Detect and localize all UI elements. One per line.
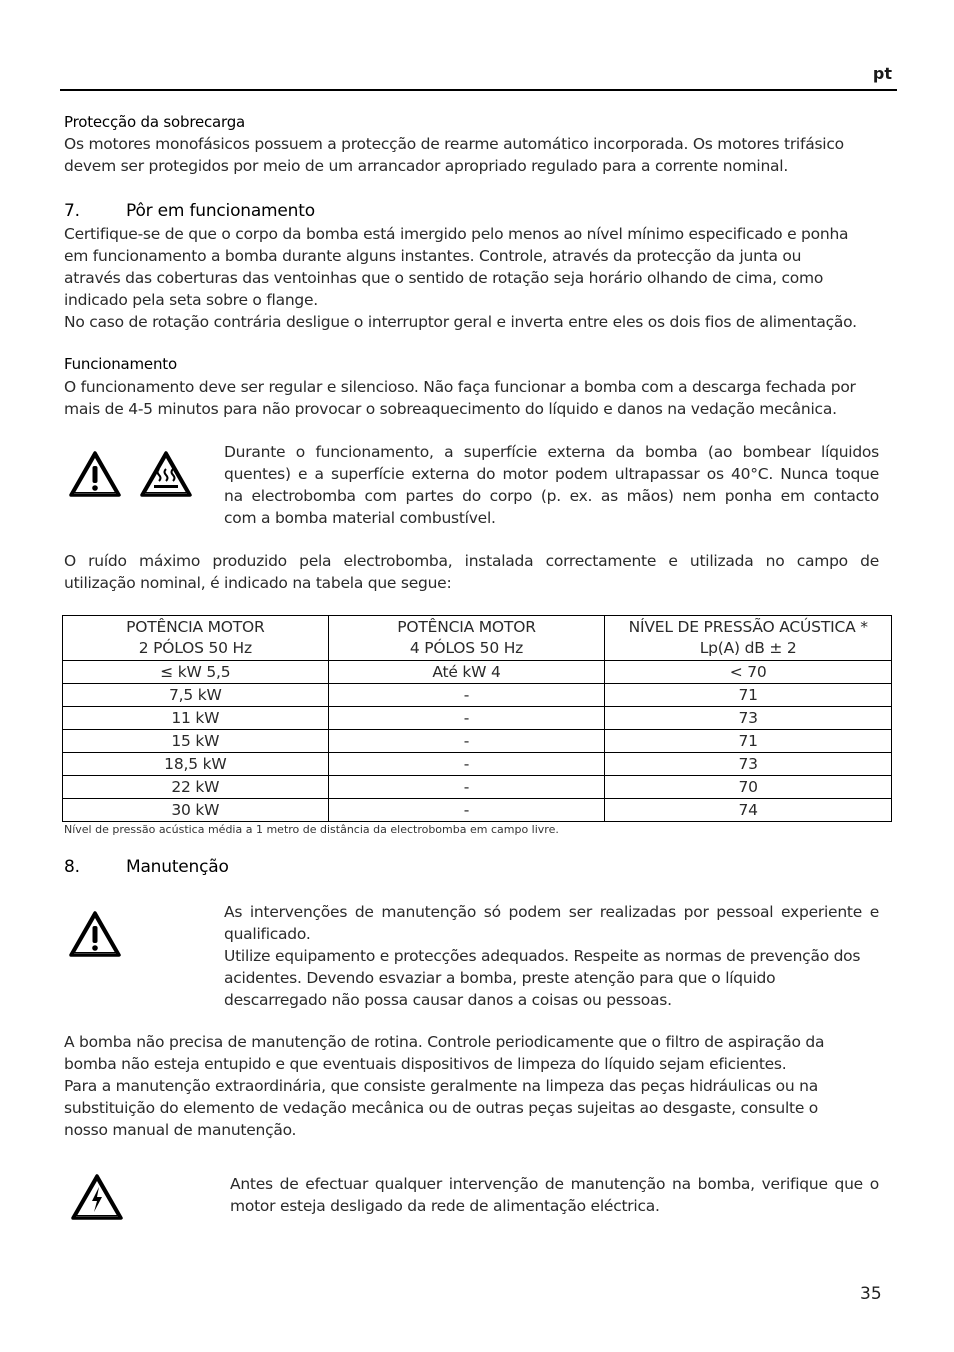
- table-cell: 71: [605, 684, 892, 707]
- table-cell: 73: [605, 753, 892, 776]
- section-7-line: Certifique-se de que o corpo da bomba está imergido pelo menos ao nível mínimo especificado e ponha: [64, 225, 849, 243]
- table-header-row: [63, 616, 892, 661]
- operation-text: [64, 376, 894, 420]
- warning-triangle-icon: [68, 450, 122, 498]
- noise-line: O ruído máximo produzido pela electrobomba, instalada correctamente e utilizada no campo de: [64, 552, 879, 570]
- warning-line: Antes de efectuar qualquer intervenção de manutenção na bomba, verifique que o: [230, 1175, 879, 1193]
- page-number: 35: [860, 1284, 882, 1304]
- operation-line: mais de 4-5 minutos para não provocar o sobreaquecimento do líquido e danos na vedação mecânica.: [64, 400, 837, 418]
- hot-surface-icon: [139, 450, 193, 498]
- language-code: pt: [872, 64, 892, 83]
- table-cell: 15 kW: [63, 730, 329, 753]
- section-7-line: indicado pela seta sobre o flange.: [64, 291, 318, 309]
- maintenance-line: bomba não esteja entupido e que eventuais dispositivos de limpeza do líquido sejam eficientes.: [64, 1055, 787, 1073]
- noise-line: utilização nominal, é indicado na tabela que segue:: [64, 574, 452, 592]
- noise-table: [62, 615, 892, 822]
- table-cell: < 70: [605, 661, 892, 684]
- header-line: 4 PÓLOS 50 Hz: [409, 639, 524, 657]
- table-cell: 7,5 kW: [63, 684, 329, 707]
- section-7-line: em funcionamento a bomba durante alguns instantes. Controle, através da protecção da junta ou: [64, 247, 802, 265]
- table-cell: -: [328, 753, 605, 776]
- table-row: [63, 661, 892, 684]
- operation-title: Funcionamento: [64, 355, 177, 373]
- warning-line: acidentes. Devendo esvaziar a bomba, preste atenção para que o líquido: [224, 969, 776, 987]
- header-line: NÍVEL DE PRESSÃO ACÚSTICA *: [628, 618, 868, 636]
- table-cell: 11 kW: [63, 707, 329, 730]
- table-row: [63, 799, 892, 822]
- maintenance-text: [64, 1031, 894, 1141]
- hot-surface-warning: [224, 441, 879, 529]
- table-cell: 73: [605, 707, 892, 730]
- electric-warning: [230, 1173, 879, 1217]
- warning-triangle-icon: [68, 910, 122, 958]
- table-cell: 18,5 kW: [63, 753, 329, 776]
- overload-text: [64, 133, 894, 177]
- table-cell: 22 kW: [63, 776, 329, 799]
- header-rule: [60, 89, 897, 91]
- section-8-heading: [64, 857, 229, 877]
- header-line: 2 PÓLOS 50 Hz: [138, 639, 252, 657]
- table-row: [63, 684, 892, 707]
- table-row: [63, 730, 892, 753]
- maintenance-line: Para a manutenção extraordinária, que consiste geralmente na limpeza das peças hidráulicas ou na: [64, 1077, 818, 1095]
- table-cell: 74: [605, 799, 892, 822]
- table-cell: 71: [605, 730, 892, 753]
- table-row: [63, 776, 892, 799]
- header-line: Lp(A) dB ± 2: [699, 639, 797, 657]
- warning-line: As intervenções de manutenção só podem ser realizadas por pessoal experiente e: [224, 903, 879, 921]
- overload-title: Protecção da sobrecarga: [64, 113, 246, 131]
- warning-line: na electrobomba com partes do corpo (p. ex. as mãos) nem ponha em contacto: [224, 487, 879, 505]
- table-header: [605, 616, 892, 661]
- section-7-line: No caso de rotação contrária desligue o interruptor geral e inverta entre eles os dois fios de alimentação.: [64, 313, 857, 331]
- operation-line: O funcionamento deve ser regular e silencioso. Não faça funcionar a bomba com a descarga fechada por: [64, 378, 856, 396]
- section-7-heading: [64, 201, 315, 221]
- warning-line: qualificado.: [224, 925, 311, 943]
- section-7-number: 7.: [64, 201, 80, 221]
- warning-line: com a bomba material combustível.: [224, 509, 496, 527]
- table-footnote: Nível de pressão acústica média a 1 metro de distância da electrobomba em campo livre.: [64, 823, 559, 836]
- warning-line: descarregado não possa causar danos a coisas ou pessoas.: [224, 991, 672, 1009]
- table-cell: -: [328, 707, 605, 730]
- maintenance-warning: [224, 901, 879, 1011]
- table-header: [63, 616, 329, 661]
- table-cell: -: [328, 799, 605, 822]
- table-cell: ≤ kW 5,5: [63, 661, 329, 684]
- header-line: POTÊNCIA MOTOR: [397, 618, 536, 636]
- section-7-line: através das coberturas das ventoinhas que o sentido de rotação seja horário olhando de cima, como: [64, 269, 824, 287]
- overload-line: devem ser protegidos por meio de um arrancador apropriado regulado para a corrente nominal.: [64, 157, 789, 175]
- maintenance-line: A bomba não precisa de manutenção de rotina. Controle periodicamente que o filtro de aspiração da: [64, 1033, 825, 1051]
- warning-line: motor esteja desligado da rede de alimentação eléctrica.: [230, 1197, 660, 1215]
- table-cell: -: [328, 776, 605, 799]
- table-cell: Até kW 4: [328, 661, 605, 684]
- section-7-text: [64, 223, 894, 333]
- table-cell: -: [328, 684, 605, 707]
- noise-intro: [64, 550, 879, 594]
- warning-line: quentes) e a superfície externa do motor podem ultrapassar os 40°C. Nunca toque: [224, 465, 879, 483]
- table-row: [63, 707, 892, 730]
- header-line: POTÊNCIA MOTOR: [126, 618, 265, 636]
- table-row: [63, 753, 892, 776]
- section-7-title: Pôr em funcionamento: [126, 201, 315, 221]
- maintenance-line: nosso manual de manutenção.: [64, 1121, 297, 1139]
- warning-line: Utilize equipamento e protecções adequados. Respeite as normas de prevenção dos: [224, 947, 861, 965]
- table-cell: 70: [605, 776, 892, 799]
- table-header: [328, 616, 605, 661]
- section-8-title: Manutenção: [126, 857, 229, 877]
- table-cell: 30 kW: [63, 799, 329, 822]
- overload-line: Os motores monofásicos possuem a protecção de rearme automático incorporada. Os motores trifásico: [64, 135, 844, 153]
- electric-hazard-icon: [70, 1173, 124, 1221]
- section-8-number: 8.: [64, 857, 80, 877]
- maintenance-line: substituição do elemento de vedação mecânica ou de outras peças sujeitas ao desgaste, consulte o: [64, 1099, 819, 1117]
- table-cell: -: [328, 730, 605, 753]
- warning-line: Durante o funcionamento, a superfície externa da bomba (ao bombear líquidos: [224, 443, 879, 461]
